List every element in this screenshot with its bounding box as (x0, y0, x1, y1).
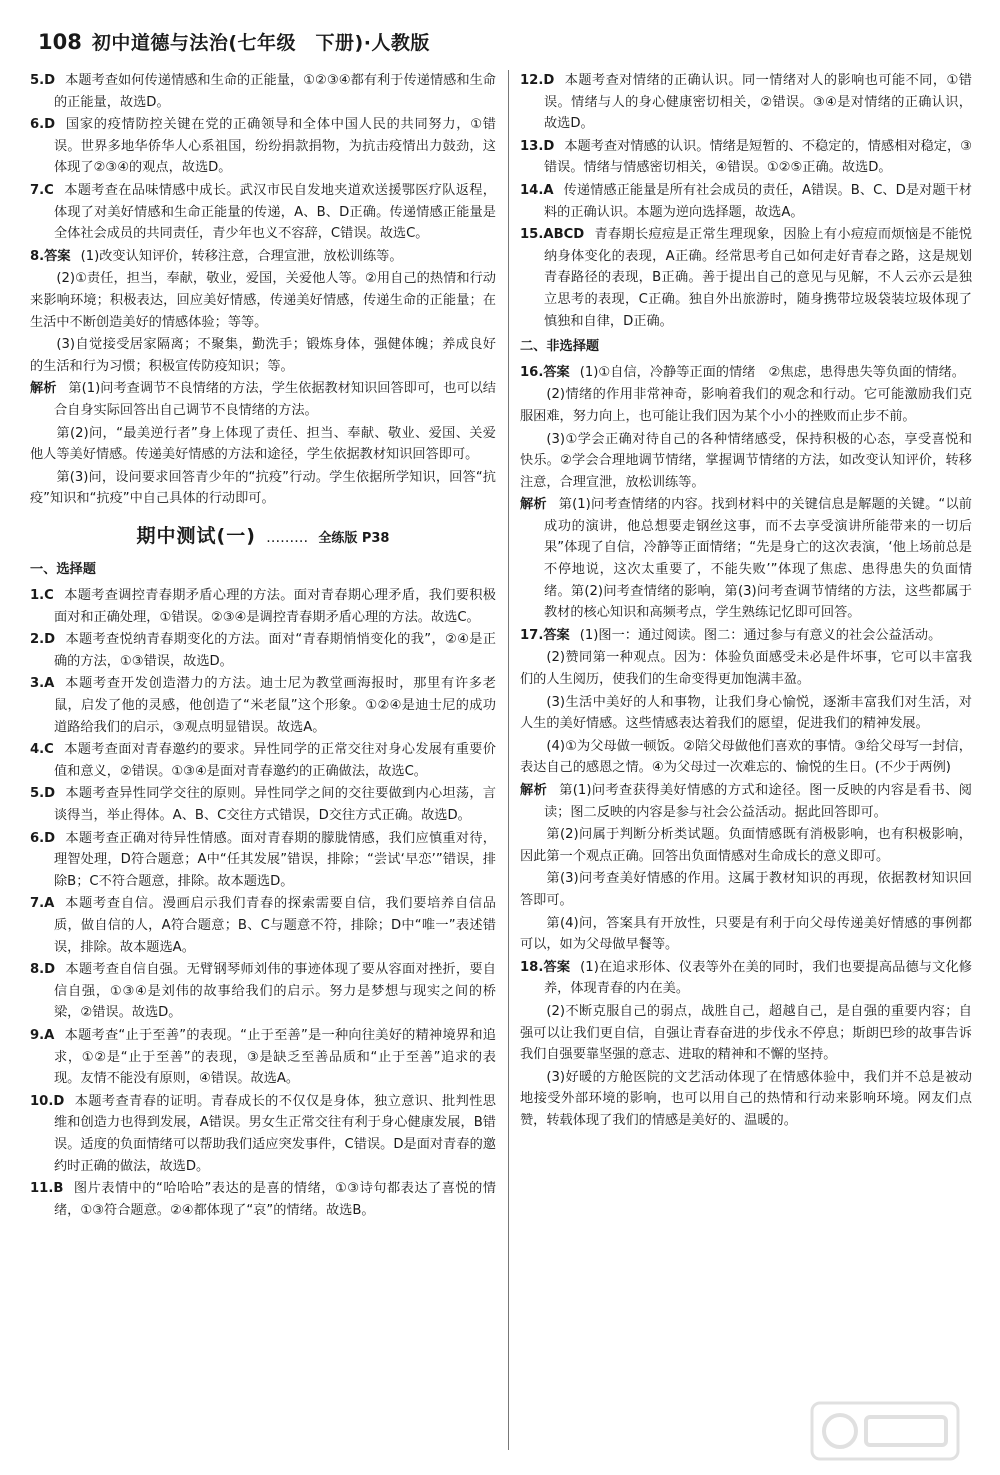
answer-text: (1)改变认知评价，转移注意，合理宣泄，放松训练等。 (80, 248, 403, 264)
answer-item (520, 180, 972, 223)
answer-item (30, 70, 496, 113)
question-8 (30, 246, 496, 510)
answer-text: 国家的疫情防控关键在党的正确领导和全体中国人民的共同努力，①错误。世界多地华侨华人心系祖国，纷纷捐款捐物，为抗击疫情出力鼓劲，这体现了②③④的观点，故选D。 (54, 117, 496, 176)
question-number: 14.A (520, 182, 554, 198)
analysis-part: 第(2)问，“最美逆行者”身上体现了责任、担当、奉献、敬业、爱国、关爱他人等美好情感。传递美好情感的方法和途径，学生依据教材知识回答即可。 (30, 425, 496, 463)
question-number: 1.C (30, 588, 54, 604)
answer-part: (2)不断克服自己的弱点，战胜自己，超越自己，是自强的重要内容；自强可以让我们更自信，自强让青春奋进的步伐永不停息；斯朗巴珍的故事告诉我们自强要靠坚强的意志、进取的精神和不懈的坚持。 (520, 1003, 972, 1063)
answer-text: 本题考查如何传递情感和生命的正能量，①②③④都有利于传递情感和生命的正能量，故选D。 (54, 73, 496, 110)
answer-text: 本题考查异性同学交往的原则。异性同学之间的交往要做到内心坦荡，言谈得当，举止得体。A、B、C交往方式错误，D交往方式正确。故选D。 (54, 786, 496, 823)
answer-part: (2)赞同第一种观点。因为：体验负面感受未必是件坏事，它可以丰富我们的人生阅历，使我们的生命变得更加饱满丰盈。 (520, 650, 972, 688)
answer-item (30, 828, 496, 893)
subsection-heading: 二、非选择题 (520, 339, 600, 355)
answer-text: 本题考查调控青春期矛盾心理的方法。面对青春期心理矛盾，我们要积极面对和正确处理，①错误。②③④是调控青春期矛盾心理的方法。故选C。 (54, 588, 496, 625)
answer-part (30, 246, 496, 268)
page-number: 108 (38, 30, 82, 54)
answer-item (520, 224, 972, 332)
answer-item (30, 959, 496, 1024)
answer-item (30, 585, 496, 628)
answer-item (30, 629, 496, 672)
answer-text: 本题考查面对青春邀约的要求。异性同学的正常交往对身心发展有重要价值和意义，②错误。①③④是面对青春邀约的正确做法，故选C。 (54, 742, 496, 779)
question-number: 7.A (30, 896, 55, 912)
analysis-text: 第(1)问考查调节不良情绪的方法，学生依据教材知识回答即可，也可以结合自身实际回答出自己调节不良情绪的方法。 (54, 381, 496, 418)
answer-item (30, 1178, 496, 1221)
question-number: 2.D (30, 632, 56, 648)
question-number: 17.答案 (520, 627, 570, 643)
right-column (520, 70, 972, 1133)
analysis-part (30, 378, 496, 421)
column-divider (508, 70, 509, 1450)
answer-part (520, 362, 972, 384)
answer-item (520, 136, 972, 179)
section-dots: ……… (266, 529, 309, 546)
book-title: 初中道德与法治(七年级 下册)·人教版 (91, 32, 430, 54)
analysis-part: 第(4)问，答案具有开放性，只要是有利于向父母传递美好情感的事例都可以，如为父母做早餐等。 (520, 915, 972, 953)
answer-text: 本题考查青春的证明。青春成长的不仅仅是身体，独立意识、批判性思维和创造力也得到发展，A错误。男女生正常交往有利于身心健康发展，B错误。适度的负面情绪可以帮助我们适应突发事件，C错误。D是面对青春的邀约时正确的做法，故选D。 (54, 1093, 496, 1174)
question-number: 13.D (520, 138, 555, 154)
answer-item (30, 783, 496, 826)
answer-part: (2)①责任，担当，奉献，敬业，爱国，关爱他人等。②用自己的热情和行动来影响环境；积极表达，回应美好情感，传递美好情感，传递生命的正能量；在生活中不断创造美好的情感体验；等等。 (30, 271, 496, 330)
answer-text: (1)图一：通过阅读。图二：通过参与有意义的社会公益活动。 (579, 627, 942, 643)
answer-text: 本题考查“止于至善”的表现。“止于至善”是一种向往美好的精神境界和追求，①②是“止于至善”的表现，③是缺乏至善品质和“止于至善”追求的表现。友情不能没有原则，④错误。故选A。 (54, 1027, 496, 1087)
answer-part: (4)①为父母做一顿饭。②陪父母做他们喜欢的事情。③给父母写一封信，表达自己的感恩之情。④为父母过一次难忘的、愉悦的生日。(不少于两例) (520, 738, 972, 776)
question-number: 6.D (30, 117, 56, 133)
question-number: 9.A (30, 1027, 55, 1043)
answer-part: (3)自觉接受居家隔离；不聚集，勤洗手；锻炼身体，强健体魄；养成良好的生活和行为习惯；积极宣传防疫知识；等。 (30, 337, 496, 374)
answer-part (520, 957, 972, 1000)
section-title: 期中测试(一) (136, 524, 256, 547)
analysis-part: 第(3)问，设问要求回答青少年的“抗疫”行动。学生依据所学知识，回答“抗疫”知识和“抗疫”中自己具体的行动即可。 (30, 469, 496, 507)
analysis-part (520, 780, 972, 823)
answer-item (30, 893, 496, 958)
answer-part: (3)生活中美好的人和事物，让我们身心愉悦，逐渐丰富我们对生活，对人生的美好情感。这些情感表达着我们的愿望，促进我们的精神发展。 (520, 694, 972, 732)
question-number: 5.D (30, 786, 56, 802)
question-number: 5.D (30, 73, 56, 88)
answer-list (520, 70, 972, 332)
answer-part: (2)情绪的作用非常神奇，影响着我们的观念和行动。它可能激励我们克服困难，努力向上，也可能让我们因为某个小小的挫败而止步不前。 (520, 387, 972, 424)
answer-item (30, 1025, 496, 1090)
answer-list (30, 70, 496, 245)
section-heading (30, 526, 496, 550)
question-number: 3.A (30, 676, 55, 692)
question-number: 4.C (30, 742, 54, 758)
question-number: 7.C (30, 182, 54, 198)
analysis-part: 第(3)问考查美好情感的作用。这属于教材知识的再现，依据教材知识回答即可。 (520, 871, 972, 908)
answer-item (30, 739, 496, 782)
answer-item (520, 70, 972, 135)
answer-text: 传递情感正能量是所有社会成员的责任，A错误。B、C、D是对题干材料的正确认识。本题为逆向选择题，故选A。 (544, 182, 972, 220)
answer-text: 本题考查正确对待异性情感。面对青春期的朦胧情感，我们应慎重对待，理智处理，D符合题意；A中“任其发展”错误，排除；“尝试‘早恋’”错误，排除B；C不符合题意，排除。故本题选D。 (54, 830, 496, 889)
answer-item (30, 180, 496, 245)
question-number: 6.D (30, 830, 56, 846)
answer-part: (3)好暖的方舱医院的文艺活动体现了在情感体验中，我们并不总是被动地接受外部环境的影响，也可以用自己的热情和行动来影响环境。网友们点赞，转载体现了我们的情感是美好的、温暖的。 (520, 1069, 972, 1128)
answer-item (30, 114, 496, 179)
question-17 (520, 625, 972, 956)
question-number: 15.ABCD (520, 227, 585, 243)
analysis-tag: 解析 (520, 783, 548, 798)
question-number: 8.答案 (30, 248, 71, 264)
analysis-tag: 解析 (520, 497, 547, 513)
answer-part: (3)①学会正确对待自己的各种情绪感受，保持积极的心态，享受喜悦和快乐。②学会合理地调节情绪，掌握调节情绪的方法，如改变认知评价，转移注意，合理宣泄，放松训练等。 (520, 431, 972, 490)
question-number: 8.D (30, 962, 56, 978)
analysis-text: 第(1)问考查情绪的内容。找到材料中的关键信息是解题的关键。“以前成功的演讲，他总想要走钢丝这事，而不去享受演讲所能带来的一切后果”体现了自信，冷静等正面情绪；“先是身亡的这次表演，‘他上场前总是不停地说，这次太重要了，不能失败’”体现了焦虑、患得患失的负面情绪。第(2)问考查情绪的影响，第(3)问考查调节情绪的方法，这些都属于教材的核心知识和高频考点，学生熟练记忆即可回答。 (544, 497, 972, 621)
answer-list (30, 585, 496, 1221)
answer-text: 本题考查自信自强。无臂钢琴师刘伟的事迹体现了要从容面对挫折，要自信自强，①③④是刘伟的故事给我们的启示。努力是梦想与现实之间的桥梁，②错误。故选D。 (54, 962, 496, 1021)
question-18 (520, 957, 972, 1132)
section-reference: 全练版 P38 (318, 530, 390, 546)
left-column (30, 70, 496, 1222)
subsection-heading: 一、选择题 (30, 562, 96, 578)
question-16 (520, 362, 972, 624)
analysis-tag: 解析 (30, 381, 57, 397)
analysis-part (520, 494, 972, 624)
answer-text: 本题考查自信。漫画启示我们青春的探索需要自信，我们要培养自信品质，做自信的人，A符合题意；B、C与题意不符，排除；D中“唯一”表述错误，排除。故本题选A。 (54, 896, 496, 955)
answer-text: 本题考查开发创造潜力的方法。迪士尼为教堂画海报时，那里有许多老鼠，启发了他的灵感，他创造了“米老鼠”这个形象。①②④是迪士尼的成功道路给我们的启示，③观点明显错误。故选A。 (54, 676, 496, 735)
answer-item (30, 673, 496, 738)
watermark-logo (810, 1401, 960, 1461)
question-number: 16.答案 (520, 364, 570, 380)
answer-text: 青春期长痘痘是正常生理现象，因脸上有小痘痘而烦恼是不能悦纳身体变化的表现，A正确。经常思考自己如何走好青春之路，这是规划青春路径的表现，B正确。善于提出自己的意见与见解，不人云亦云是独立思考的表现，C正确。独自外出旅游时，随身携带垃圾袋装垃圾体现了慎独和自律，D正确。 (544, 227, 972, 329)
answer-text: 本题考查对情绪的正确认识。同一情绪对人的影响也可能不同，①错误。情绪与人的身心健康密切相关，②错误。③④是对情绪的正确认识，故选D。 (544, 73, 972, 132)
question-number: 12.D (520, 73, 555, 88)
answer-text: 本题考查对情感的认识。情绪是短暂的、不稳定的，情感相对稳定，③错误。情绪与情感密切相关，④错误。①②⑤正确。故选D。 (544, 138, 972, 176)
answer-text: 本题考查悦纳青春期变化的方法。面对“青春期悄悄变化的我”，②④是正确的方法，①③错误，故选D。 (54, 632, 496, 669)
analysis-part: 第(2)问属于判断分析类试题。负面情感既有消极影响，也有积极影响，因此第一个观点正确。回答出负面情感对生命成长的意义即可。 (520, 827, 972, 864)
answer-text: 图片表情中的“哈哈哈”表达的是喜的情绪，①③诗句都表达了喜悦的情绪，①③符合题意。②④都体现了“哀”的情绪。故选B。 (54, 1181, 496, 1218)
answer-part (520, 625, 972, 647)
answer-text: (1)①自信，冷静等正面的情绪 ②焦虑，患得患失等负面的情绪。 (579, 364, 965, 380)
question-number: 10.D (30, 1093, 65, 1109)
question-number: 18.答案 (520, 959, 571, 975)
analysis-text: 第(1)问考查获得美好情感的方式和途径。图一反映的内容是看书、阅读；图二反映的内容是参与社会公益活动。据此回答即可。 (544, 783, 972, 820)
page-header (38, 28, 430, 62)
answer-item (30, 1091, 496, 1177)
answer-text: (1)在追求形体、仪表等外在美的同时，我们也要提高品德与文化修养，体现青春的内在美。 (544, 959, 972, 997)
question-number: 11.B (30, 1181, 64, 1197)
answer-text: 本题考查在品味情感中成长。武汉市民自发地夹道欢送援鄂医疗队返程，体现了对美好情感和生命正能量的传递，A、B、D正确。传递情感正能量是全体社会成员的共同责任，青少年也义不容辞，C错误。故选C。 (54, 182, 496, 242)
